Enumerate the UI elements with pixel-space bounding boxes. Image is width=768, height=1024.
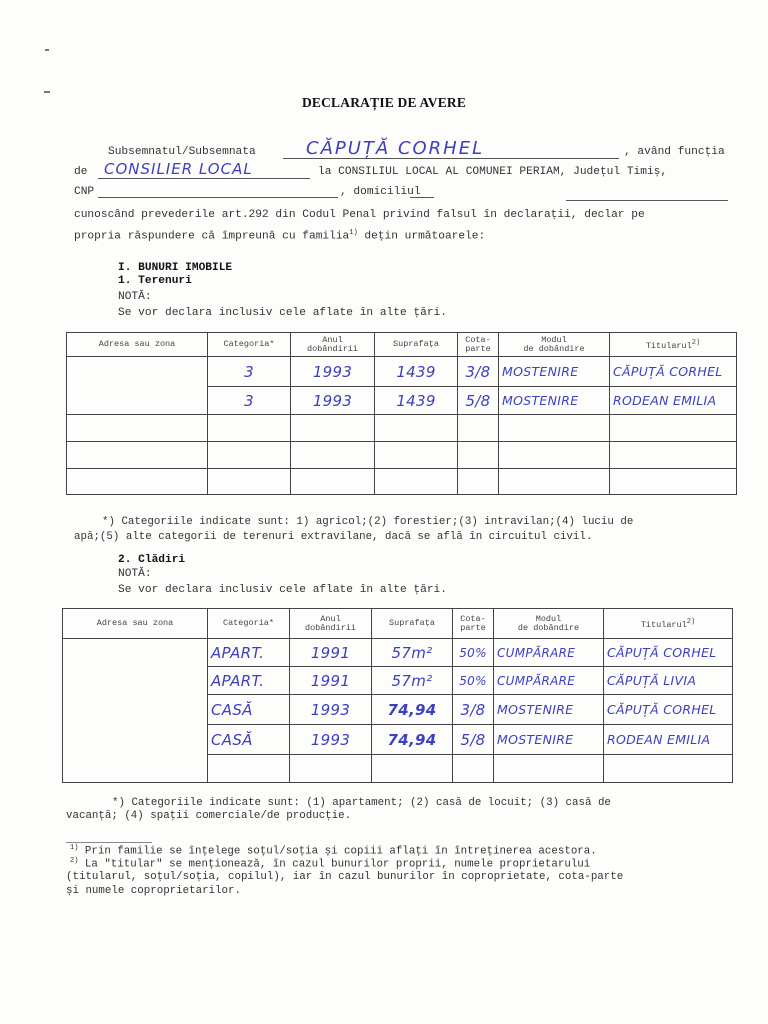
terenuri-table bbox=[66, 332, 737, 495]
header-anul: Anul dobândirii bbox=[291, 333, 375, 357]
cell-titular[interactable] bbox=[610, 469, 737, 495]
cell-titular[interactable]: RODEAN EMILIA bbox=[604, 725, 733, 755]
cell-titular[interactable]: CĂPUȚĂ CORHEL bbox=[610, 357, 737, 387]
cell-anul[interactable]: 1991 bbox=[290, 667, 372, 695]
cnp-label: CNP bbox=[74, 186, 95, 198]
table-header-row bbox=[67, 333, 737, 357]
table-row bbox=[63, 639, 733, 667]
cell-suprafata[interactable] bbox=[375, 415, 458, 442]
terenuri-footnote-1: *) Categoriile indicate sunt: 1) agricol;(2) forestier;(3) intravilan;(4) luciu de bbox=[102, 516, 634, 528]
cell-suprafata[interactable] bbox=[375, 469, 458, 495]
cell-categoria[interactable] bbox=[208, 469, 291, 495]
cell-suprafata[interactable]: 57m² bbox=[372, 639, 453, 667]
cell-categoria[interactable]: CASĂ bbox=[208, 695, 290, 725]
cell-anul[interactable]: 1991 bbox=[290, 639, 372, 667]
cell-categoria[interactable]: 3 bbox=[208, 357, 291, 387]
header-cota: Cota- parte bbox=[458, 333, 499, 357]
nota-label: NOTĂ: bbox=[118, 568, 152, 580]
cell-titular[interactable]: RODEAN EMILIA bbox=[610, 387, 737, 415]
cell-adresa[interactable] bbox=[67, 357, 208, 415]
cell-suprafata[interactable]: 1439 bbox=[375, 357, 458, 387]
nota-text: Se vor declara inclusiv cele aflate în alte țări. bbox=[118, 584, 447, 596]
cell-adresa[interactable] bbox=[67, 469, 208, 495]
cladiri-table bbox=[62, 608, 733, 783]
header-cota: Cota- parte bbox=[453, 609, 494, 639]
cell-anul[interactable] bbox=[291, 442, 375, 469]
cell-cota[interactable] bbox=[453, 755, 494, 783]
header-suprafata: Suprafața bbox=[372, 609, 453, 639]
header-categoria: Categoria* bbox=[208, 609, 290, 639]
nota-text: Se vor declara inclusiv cele aflate în alte țări. bbox=[118, 307, 447, 319]
header-titular: Titularul$^{2)}$ bbox=[604, 609, 733, 639]
cell-cota[interactable]: 3/8 bbox=[458, 357, 499, 387]
cell-categoria[interactable]: APART. bbox=[208, 667, 290, 695]
cell-cota[interactable]: 50% bbox=[453, 667, 494, 695]
cell-titular[interactable] bbox=[610, 415, 737, 442]
declaration-text-2: propria răspundere că împreună cu familia$^{1)}$ dețin următoarele: bbox=[74, 229, 486, 243]
cell-suprafata[interactable]: 74,94 bbox=[372, 725, 453, 755]
footnote-1: $^{1)}$ Prin familie se înțelege soțul/soția și copiii aflați în întreținerea acestora. bbox=[70, 844, 597, 858]
header-adresa: Adresa sau zona bbox=[67, 333, 208, 357]
cell-modul[interactable]: CUMPĂRARE bbox=[494, 667, 604, 695]
header-anul: Anul dobândirii bbox=[290, 609, 372, 639]
cell-modul[interactable]: MOSTENIRE bbox=[499, 387, 610, 415]
table-header-row bbox=[63, 609, 733, 639]
cell-adresa[interactable] bbox=[63, 755, 208, 783]
cell-anul[interactable] bbox=[291, 469, 375, 495]
cell-titular[interactable] bbox=[610, 442, 737, 469]
cell-modul[interactable]: MOSTENIRE bbox=[499, 357, 610, 387]
nota-label: NOTĂ: bbox=[118, 291, 152, 303]
scan-mark bbox=[44, 91, 50, 93]
institution-text: la CONSILIUL LOCAL AL COMUNEI PERIAM, Județul Timiș, bbox=[318, 166, 668, 178]
cell-categoria[interactable]: 3 bbox=[208, 387, 291, 415]
cell-modul[interactable] bbox=[494, 755, 604, 783]
cell-cota[interactable] bbox=[458, 469, 499, 495]
cell-anul[interactable]: 1993 bbox=[291, 387, 375, 415]
cell-anul[interactable]: 1993 bbox=[290, 725, 372, 755]
cell-titular[interactable]: CĂPUȚĂ LIVIA bbox=[604, 667, 733, 695]
header-suprafata: Suprafața bbox=[375, 333, 458, 357]
terenuri-footnote-2: apă;(5) alte categorii de terenuri extravilane, dacă se află în circuitul civil. bbox=[74, 531, 593, 543]
footnote-separator bbox=[66, 842, 152, 843]
cell-categoria[interactable]: APART. bbox=[208, 639, 290, 667]
cell-modul[interactable]: MOSTENIRE bbox=[494, 725, 604, 755]
cladiri-footnote-1: *) Categoriile indicate sunt: (1) apartament; (2) casă de locuit; (3) casă de bbox=[112, 797, 611, 809]
cell-adresa[interactable] bbox=[63, 639, 208, 755]
cell-anul[interactable] bbox=[291, 415, 375, 442]
scan-mark bbox=[45, 49, 49, 51]
cell-modul[interactable]: MOSTENIRE bbox=[494, 695, 604, 725]
subsection-terenuri: 1. Terenuri bbox=[118, 275, 192, 287]
cell-modul[interactable] bbox=[499, 415, 610, 442]
cell-categoria[interactable] bbox=[208, 442, 291, 469]
cell-cota[interactable] bbox=[458, 442, 499, 469]
cell-adresa[interactable] bbox=[67, 442, 208, 469]
functia-label: , având funcția bbox=[624, 146, 725, 158]
cell-suprafata[interactable]: 74,94 bbox=[372, 695, 453, 725]
cell-suprafata[interactable] bbox=[375, 442, 458, 469]
cell-cota[interactable]: 3/8 bbox=[453, 695, 494, 725]
cell-titular[interactable]: CĂPUȚĂ CORHEL bbox=[604, 695, 733, 725]
cell-suprafata[interactable]: 1439 bbox=[375, 387, 458, 415]
domiciliul-label: , domiciliul bbox=[340, 186, 421, 198]
table-row bbox=[63, 755, 733, 783]
de-label: de bbox=[74, 166, 88, 178]
cell-anul[interactable]: 1993 bbox=[291, 357, 375, 387]
table-row bbox=[67, 415, 737, 442]
footnote-2-line-2: (titularul, soțul/soția, copilul), iar în cazul bunurilor în coproprietate, cota-parte bbox=[66, 871, 624, 883]
cell-modul[interactable]: CUMPĂRARE bbox=[494, 639, 604, 667]
declaration-text-1: cunoscând prevederile art.292 din Codul Penal privind falsul în declarații, declar pe bbox=[74, 209, 645, 221]
cell-cota[interactable]: 5/8 bbox=[453, 725, 494, 755]
cell-categoria[interactable]: CASĂ bbox=[208, 725, 290, 755]
domiciliu-underline-b[interactable] bbox=[566, 200, 728, 201]
header-titular: Titularul$^{2)}$ bbox=[610, 333, 737, 357]
cell-adresa[interactable] bbox=[67, 415, 208, 442]
cell-suprafata[interactable]: 57m² bbox=[372, 667, 453, 695]
cladiri-footnote-2: vacanță; (4) spații comerciale/de producție. bbox=[66, 810, 352, 822]
section-heading-bunuri-imobile: I. BUNURI IMOBILE bbox=[118, 262, 233, 274]
cell-anul[interactable]: 1993 bbox=[290, 695, 372, 725]
table-row bbox=[67, 357, 737, 387]
header-adresa: Adresa sau zona bbox=[63, 609, 208, 639]
functie-underline bbox=[98, 178, 310, 179]
footnote-2-line-3: și numele coproprietarilor. bbox=[66, 885, 241, 897]
cell-cota[interactable]: 50% bbox=[453, 639, 494, 667]
header-categoria: Categoria* bbox=[208, 333, 291, 357]
header-modul: Modul de dobândire bbox=[494, 609, 604, 639]
cell-cota[interactable] bbox=[458, 415, 499, 442]
cell-categoria[interactable] bbox=[208, 415, 291, 442]
cell-modul[interactable] bbox=[499, 442, 610, 469]
cell-categoria[interactable] bbox=[208, 755, 290, 783]
cell-anul[interactable] bbox=[290, 755, 372, 783]
cell-titular[interactable]: CĂPUȚĂ CORHEL bbox=[604, 639, 733, 667]
table-row bbox=[67, 442, 737, 469]
declarant-name[interactable]: CĂPUȚĂ CORHEL bbox=[306, 138, 485, 159]
cnp-underline[interactable] bbox=[98, 197, 338, 198]
cell-suprafata[interactable] bbox=[372, 755, 453, 783]
cell-cota[interactable]: 5/8 bbox=[458, 387, 499, 415]
header-modul: Modul de dobândire bbox=[499, 333, 610, 357]
footnote-2-line-1: $^{2)}$ La "titular" se menționează, în cazul bunurilor proprii, numele proprietarului bbox=[70, 857, 591, 871]
domiciliu-underline-a[interactable] bbox=[410, 197, 434, 198]
subsemnatul-label: Subsemnatul/Subsemnata bbox=[108, 146, 256, 158]
cell-titular[interactable] bbox=[604, 755, 733, 783]
subsection-cladiri: 2. Clădiri bbox=[118, 554, 186, 566]
table-row bbox=[67, 469, 737, 495]
document-title: DECLARAȚIE DE AVERE bbox=[301, 95, 467, 110]
cell-modul[interactable] bbox=[499, 469, 610, 495]
functie-value[interactable]: CONSILIER LOCAL bbox=[104, 160, 253, 178]
